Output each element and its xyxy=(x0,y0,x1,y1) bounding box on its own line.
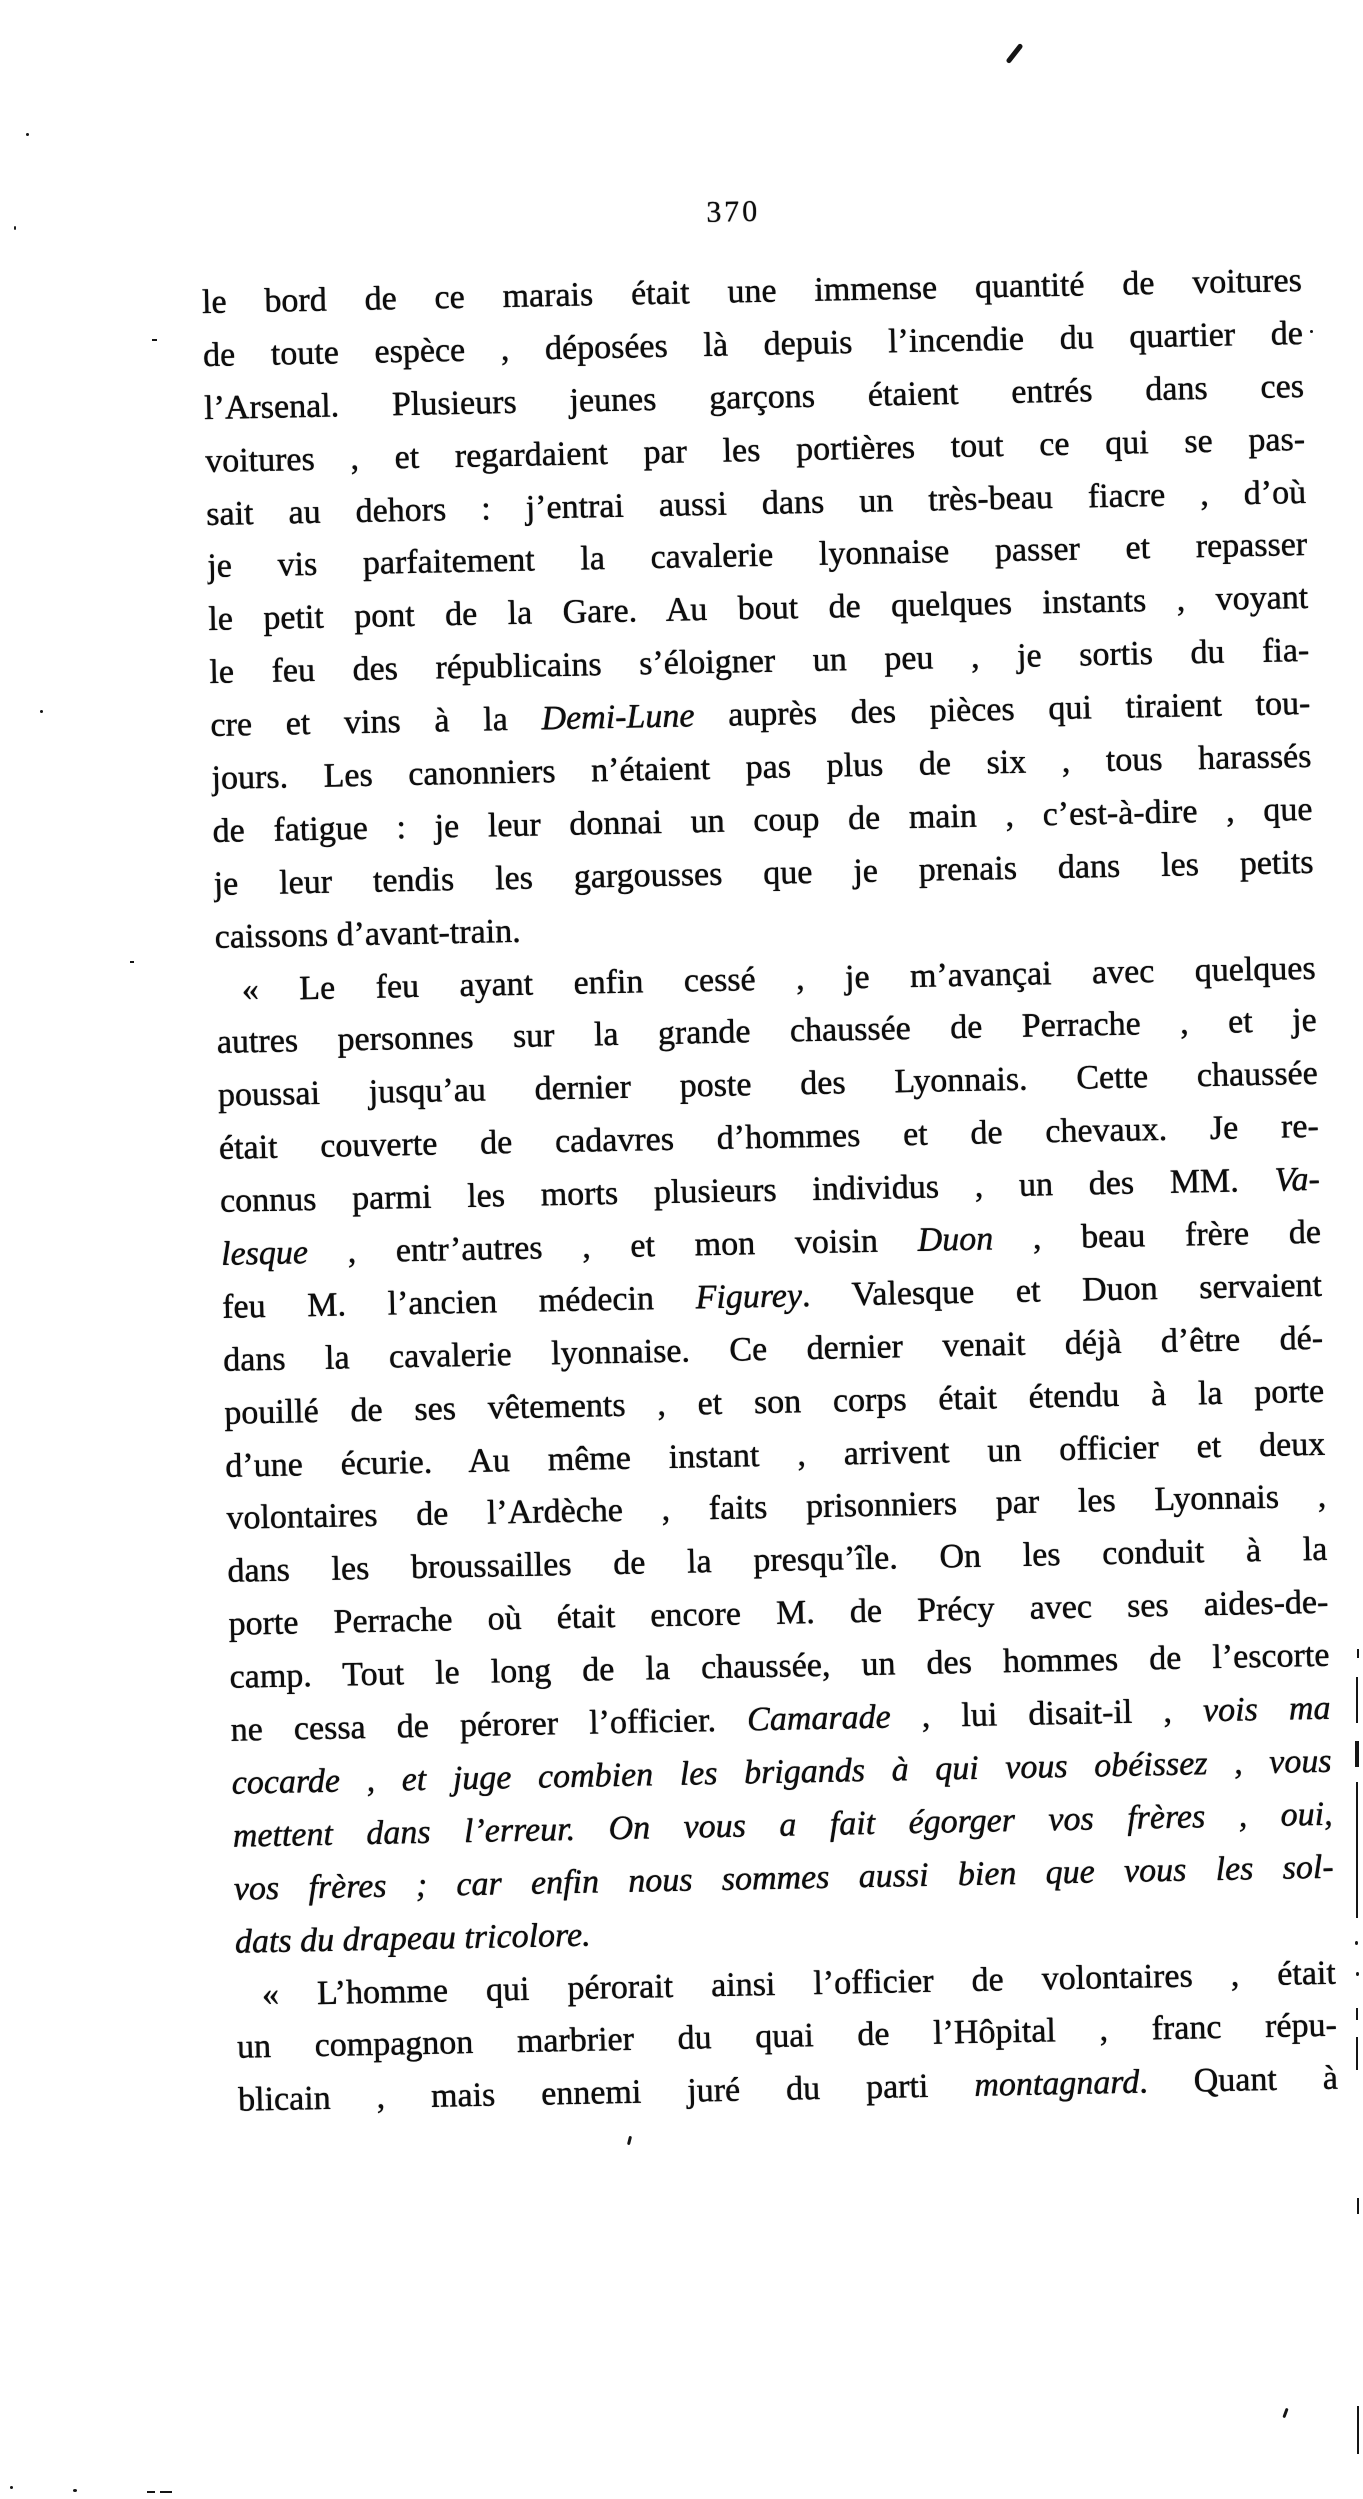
text-segment: voitures , et regardaient par les portières tout ce qui se pas- xyxy=(204,420,1306,480)
text-segment: , entr’autres , et mon voisin xyxy=(307,1221,918,1272)
text-segment: un compagnon marbrier du quai de l’Hôpital , franc répu- xyxy=(236,2006,1338,2067)
ink-speck xyxy=(147,2491,155,2493)
text-segment: le bord de ce marais était une immense quantité de voitures xyxy=(201,261,1303,321)
text-segment: je vis parfaitement la cavalerie lyonnaise passer et repasser xyxy=(206,526,1308,586)
text-segment: de fatigue : je leur donnai un coup de main , c’est-à-dire , que xyxy=(212,790,1313,850)
italic-text-segment: Camarade xyxy=(746,1698,891,1739)
text-segment: de toute espèce , déposées là depuis l’incendie du quartier de xyxy=(202,314,1304,374)
ink-speck xyxy=(14,226,16,230)
text-segment: , lui disait-il , xyxy=(890,1692,1204,1736)
margin-stroke xyxy=(1356,2037,1358,2070)
italic-text-segment: mettent dans l’erreur. On vous a fait égorger vos frères , oui, xyxy=(232,1795,1333,1855)
text-segment: auprès des pièces qui tiraient tou- xyxy=(694,684,1311,735)
text-segment: feu M. l’ancien médecin xyxy=(221,1279,696,1326)
text-segment: volontaires de l’Ardèche , faits prisonniers par les Lyonnais , xyxy=(226,1478,1327,1538)
text-segment: camp. Tout le long de la chaussée, un des hommes de l’escorte xyxy=(229,1636,1330,1696)
text-segment: sait au dehors : j’entrai aussi dans un très-beau fiacre , d’où xyxy=(205,473,1307,533)
italic-text-segment: Duon xyxy=(917,1220,994,1259)
ink-speck xyxy=(130,961,134,963)
text-segment: , beau frère de xyxy=(992,1213,1322,1258)
text-segment: « L’homme qui pérorait ainsi l’officier de volontaires , était xyxy=(261,1954,1337,2013)
text-segment: poussai jusqu’au dernier poste des Lyonnais. Cette chaussée xyxy=(217,1055,1319,1115)
margin-stroke xyxy=(1357,1649,1359,1658)
text-segment: était couverte de cadavres d’hommes et de chevaux. Je re- xyxy=(218,1107,1320,1168)
text-segment: l’Arsenal. Plusieurs jeunes garçons étaient entrés dans ces xyxy=(203,367,1305,427)
text-segment: blicain , mais ennemi juré du parti xyxy=(237,2067,975,2119)
text-segment: d’une écurie. Au même instant , arrivent un officier et deux xyxy=(224,1425,1326,1485)
italic-text-segment: Va- xyxy=(1274,1160,1321,1199)
ink-speck xyxy=(160,2491,172,2493)
text-block-lines xyxy=(201,255,1338,2128)
text-segment: dans la cavalerie lyonnaise. Ce dernier venait déjà d’être dé- xyxy=(222,1319,1324,1379)
text-segment: « Le feu ayant enfin cessé , je m’avançai avec quelques xyxy=(241,949,1316,1008)
margin-stroke xyxy=(1355,1741,1359,1767)
text-segment: pouillé de ses vêtements , et son corps était étendu à la porte xyxy=(223,1372,1325,1432)
text-segment: connus parmi les morts plusieurs individus , un des MM. xyxy=(219,1161,1275,1220)
text-segment: je leur tendis les gargousses que je prenais dans les petits xyxy=(213,843,1314,903)
italic-text-segment: Demi-Lune xyxy=(541,697,695,738)
italic-text-segment: vos frères ; car enfin nous sommes aussi bien que vous les sol- xyxy=(233,1848,1334,1908)
text-block xyxy=(200,183,1338,2128)
italic-text-segment: Figurey xyxy=(695,1277,803,1317)
text-segment: ne cessa de pérorer l’officier. xyxy=(230,1701,748,1749)
ink-speck xyxy=(1005,43,1023,64)
text-segment: . Valesque et Duon servaient xyxy=(801,1266,1323,1315)
margin-stroke xyxy=(1357,2198,1359,2214)
ink-speck xyxy=(73,2489,77,2492)
text-segment: . Quant à xyxy=(1138,2059,1339,2101)
text-segment: le feu des républicains s’éloigner un peu , je sortis du fia- xyxy=(209,632,1310,692)
text-segment: le petit pont de la Gare. Au bout de quelques instants , voyant xyxy=(207,579,1309,639)
italic-text-segment: montagnard xyxy=(973,2063,1140,2105)
text-segment: cre et vins à la xyxy=(210,700,542,745)
italic-text-segment: cocarde , et juge combien les brigands à qui vous obéissez , vous xyxy=(231,1742,1332,1802)
ink-speck xyxy=(40,710,43,713)
text-segment: porte Perrache où était encore M. de Précy avec ses aides-de- xyxy=(228,1583,1329,1643)
text-segment: caissons d’avant-train. xyxy=(214,912,521,956)
margin-stroke xyxy=(1356,1782,1358,1918)
italic-text-segment: dats du drapeau tricolore. xyxy=(234,1916,591,1961)
ink-speck xyxy=(1282,2408,1288,2418)
margin-stroke xyxy=(1356,1677,1358,1723)
ink-speck xyxy=(627,2136,632,2145)
italic-text-segment: vois ma xyxy=(1202,1689,1331,1730)
text-segment: autres personnes sur la grande chaussée de Perrache , et je xyxy=(216,1002,1317,1062)
italic-text-segment: lesque xyxy=(220,1234,309,1273)
ink-speck xyxy=(152,339,157,341)
margin-stroke xyxy=(1355,1941,1358,1945)
page-number: 370 xyxy=(705,194,761,229)
ink-speck xyxy=(26,133,29,136)
margin-stroke xyxy=(1356,1972,1359,1976)
text-segment: dans les broussailles de la presqu’île. On les conduit à la xyxy=(227,1531,1328,1591)
margin-stroke xyxy=(1357,2406,1359,2454)
ink-speck xyxy=(10,2486,13,2489)
margin-stroke xyxy=(1356,2008,1358,2020)
text-segment: jours. Les canonniers n’étaient pas plus de six , tous harassés xyxy=(211,737,1312,797)
ink-speck xyxy=(1310,330,1313,333)
